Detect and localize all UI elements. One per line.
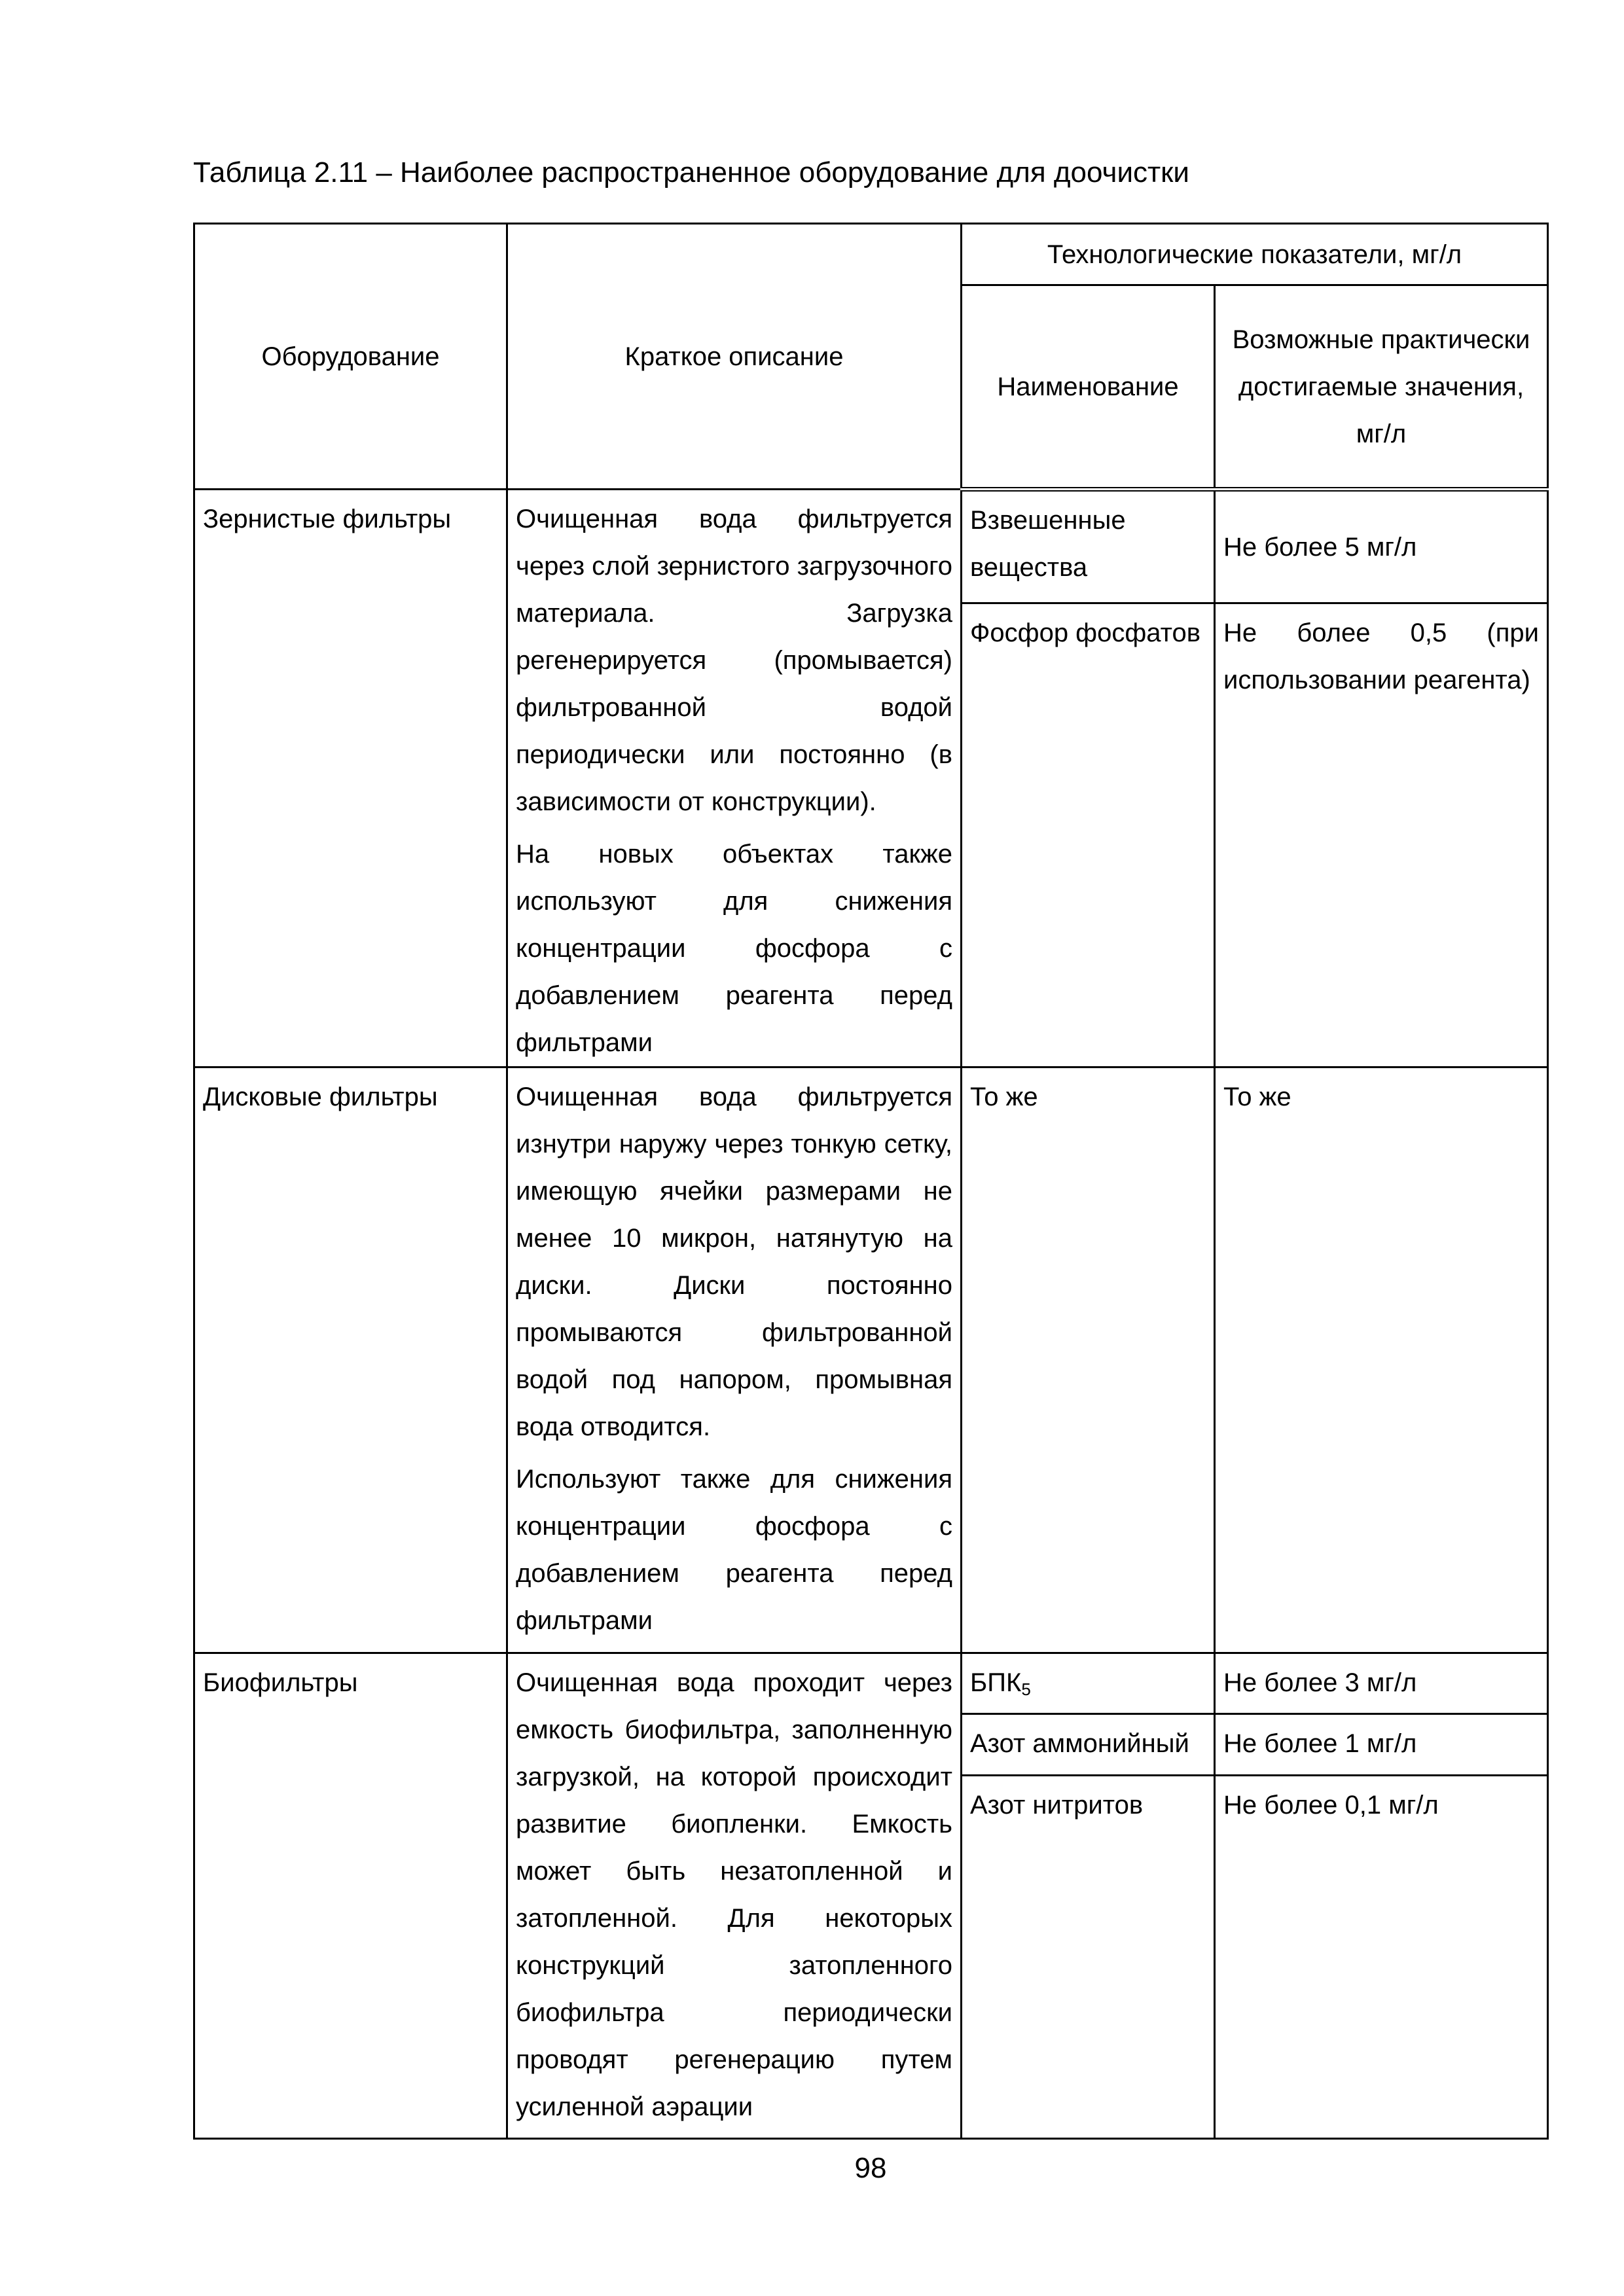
indicator-value-cell: Не более 0,5 (при использовании реагента)	[1215, 603, 1548, 1067]
equipment-table	[193, 223, 1549, 2140]
indicator-name-cell: Азот нитритов	[962, 1776, 1215, 2139]
equipment-cell: Биофильтры	[194, 1653, 507, 2139]
indicator-value-cell: Не более 1 мг/л	[1215, 1714, 1548, 1776]
description-paragraph: Очищенная вода фильтруется изнутри наружу через тонкую сетку, имеющую ячейки размерами не менее 10 микрон, натянутую на диски. Диски постоянно промываются фильтрованной водой под напором, промывная вода отводится.	[516, 1083, 952, 1441]
equipment-cell: Зернистые фильтры	[194, 490, 507, 1067]
indicator-value-cell: То же	[1215, 1067, 1548, 1653]
table-row	[194, 490, 1548, 603]
indicator-name-cell: То же	[962, 1067, 1215, 1653]
table-row	[194, 1067, 1548, 1653]
description-paragraph: Используют также для снижения концентрации фосфора с добавлением реагента перед фильтрами	[516, 1465, 952, 1635]
table-caption: Таблица 2.11 – Наиболее распространенное оборудование для доочистки	[193, 156, 1189, 188]
header-indicator-values: Возможные практически достигаемые значения, мг/л	[1215, 285, 1548, 490]
description-paragraph: Очищенная вода фильтруется через слой зернистого загрузочного материала. Загрузка регенерируется (промывается) фильтрованной водой периодически или постоянно (в зависимости от конструкции).	[516, 505, 953, 816]
header-indicator-name: Наименование	[962, 285, 1215, 490]
table-row	[194, 1653, 1548, 1714]
indicator-value-cell: Не более 3 мг/л	[1215, 1653, 1548, 1714]
table-header-row	[194, 224, 1548, 285]
description-cell	[507, 1067, 962, 1653]
indicator-name-cell: Азот аммонийный	[962, 1714, 1215, 1776]
indicator-name-cell: Фосфор фосфатов	[962, 603, 1215, 1067]
subscript: 5	[1021, 1679, 1031, 1699]
description-paragraph: На новых объектах также используют для снижения концентрации фосфора с добавлением реагента перед фильтрами	[516, 840, 952, 1057]
description-cell	[507, 490, 962, 1067]
description-paragraph: Очищенная вода проходит через емкость биофильтра, заполненную загрузкой, на которой происходит развитие биопленки. Емкость может быть незатопленной и затопленной. Для некоторых конструкций затопленного биофильтра периодически проводят регенерацию путем усиленной аэрации	[516, 1668, 952, 2121]
indicator-value-cell: Не более 5 мг/л	[1215, 490, 1548, 603]
description-cell	[507, 1653, 962, 2139]
header-indicators: Технологические показатели, мг/л	[962, 224, 1548, 285]
indicator-value-cell: Не более 0,1 мг/л	[1215, 1776, 1548, 2139]
page-number: 98	[854, 2152, 887, 2184]
indicator-name-cell: $БПК_5$	[962, 1653, 1215, 1714]
equipment-cell: Дисковые фильтры	[194, 1067, 507, 1653]
indicator-name-cell: Взвешенные вещества	[962, 490, 1215, 603]
header-equipment: Оборудование	[194, 224, 507, 490]
header-description: Краткое описание	[507, 224, 962, 490]
